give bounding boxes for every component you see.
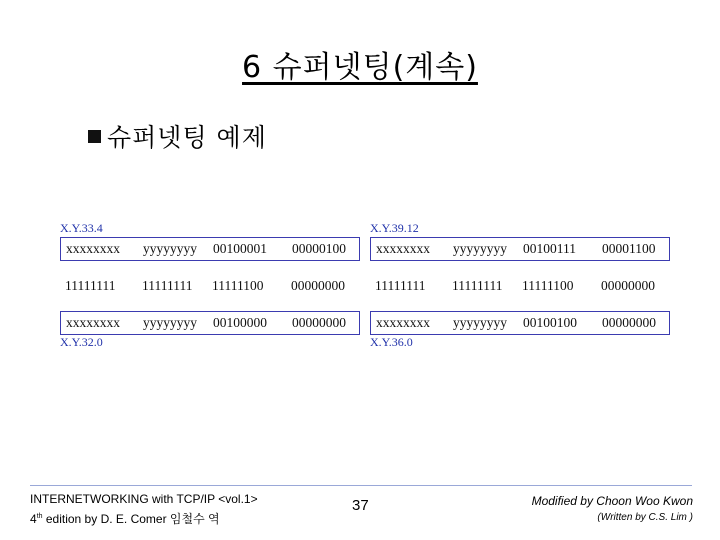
octet-cell: 00001100	[602, 241, 656, 256]
octet-cell: 00100111	[523, 241, 576, 256]
example-top-label: X.Y.39.12	[370, 221, 419, 235]
octet-cell: 11111100	[522, 278, 574, 293]
slide-title: 6 슈퍼넷팅(계속)	[242, 50, 478, 85]
example-top-label: X.Y.33.4	[60, 221, 103, 235]
bullet-item	[88, 118, 267, 154]
footer-edition-line	[30, 508, 258, 528]
octet-cell: 11111111	[142, 278, 193, 293]
result-row-box	[370, 311, 670, 335]
octet-cell: 00100100	[523, 315, 577, 330]
edition-number: 4	[30, 512, 37, 526]
octet-cell: xxxxxxxx	[66, 315, 120, 330]
address-row-box	[370, 237, 670, 261]
octet-cell: 00100000	[213, 315, 267, 330]
octet-cell: 11111111	[375, 278, 426, 293]
octet-cell: 11111100	[212, 278, 264, 293]
octet-cell: 00000000	[601, 278, 655, 293]
supernet-example-right	[370, 221, 670, 349]
octet-cell: xxxxxxxx	[66, 241, 120, 256]
edition-suffix: th	[36, 513, 43, 520]
supernet-example-left	[60, 221, 360, 349]
page-number: 37	[352, 497, 369, 514]
octet-cell: 00000000	[291, 278, 345, 293]
bullet-text: 슈퍼넷팅 예제	[107, 123, 267, 152]
address-row-box	[60, 237, 360, 261]
footer-divider	[30, 485, 692, 486]
square-bullet-icon	[88, 130, 101, 143]
result-row-box	[60, 311, 360, 335]
octet-cell: yyyyyyyy	[143, 241, 197, 256]
octet-cell: 00000000	[602, 315, 656, 330]
mask-row	[370, 273, 670, 299]
footer-book-credit	[30, 491, 258, 528]
mask-row	[60, 273, 360, 299]
footer-written-by: (Written by C.S. Lim )	[597, 512, 693, 523]
octet-cell: 00000000	[292, 315, 346, 330]
octet-cell: yyyyyyyy	[453, 241, 507, 256]
octet-cell: yyyyyyyy	[143, 315, 197, 330]
octet-cell: 11111111	[65, 278, 116, 293]
footer-book-title: INTERNETWORKING with TCP/IP <vol.1>	[30, 492, 258, 506]
footer-modified-by: Modified by Choon Woo Kwon	[531, 494, 693, 508]
example-bottom-label: X.Y.36.0	[370, 335, 413, 349]
octet-cell: 11111111	[452, 278, 503, 293]
edition-author: edition by D. E. Comer 임철수 역	[42, 512, 220, 526]
octet-cell: xxxxxxxx	[376, 315, 430, 330]
octet-cell: 00000100	[292, 241, 346, 256]
octet-cell: yyyyyyyy	[453, 315, 507, 330]
octet-cell: 00100001	[213, 241, 267, 256]
octet-cell: xxxxxxxx	[376, 241, 430, 256]
example-bottom-label: X.Y.32.0	[60, 335, 103, 349]
